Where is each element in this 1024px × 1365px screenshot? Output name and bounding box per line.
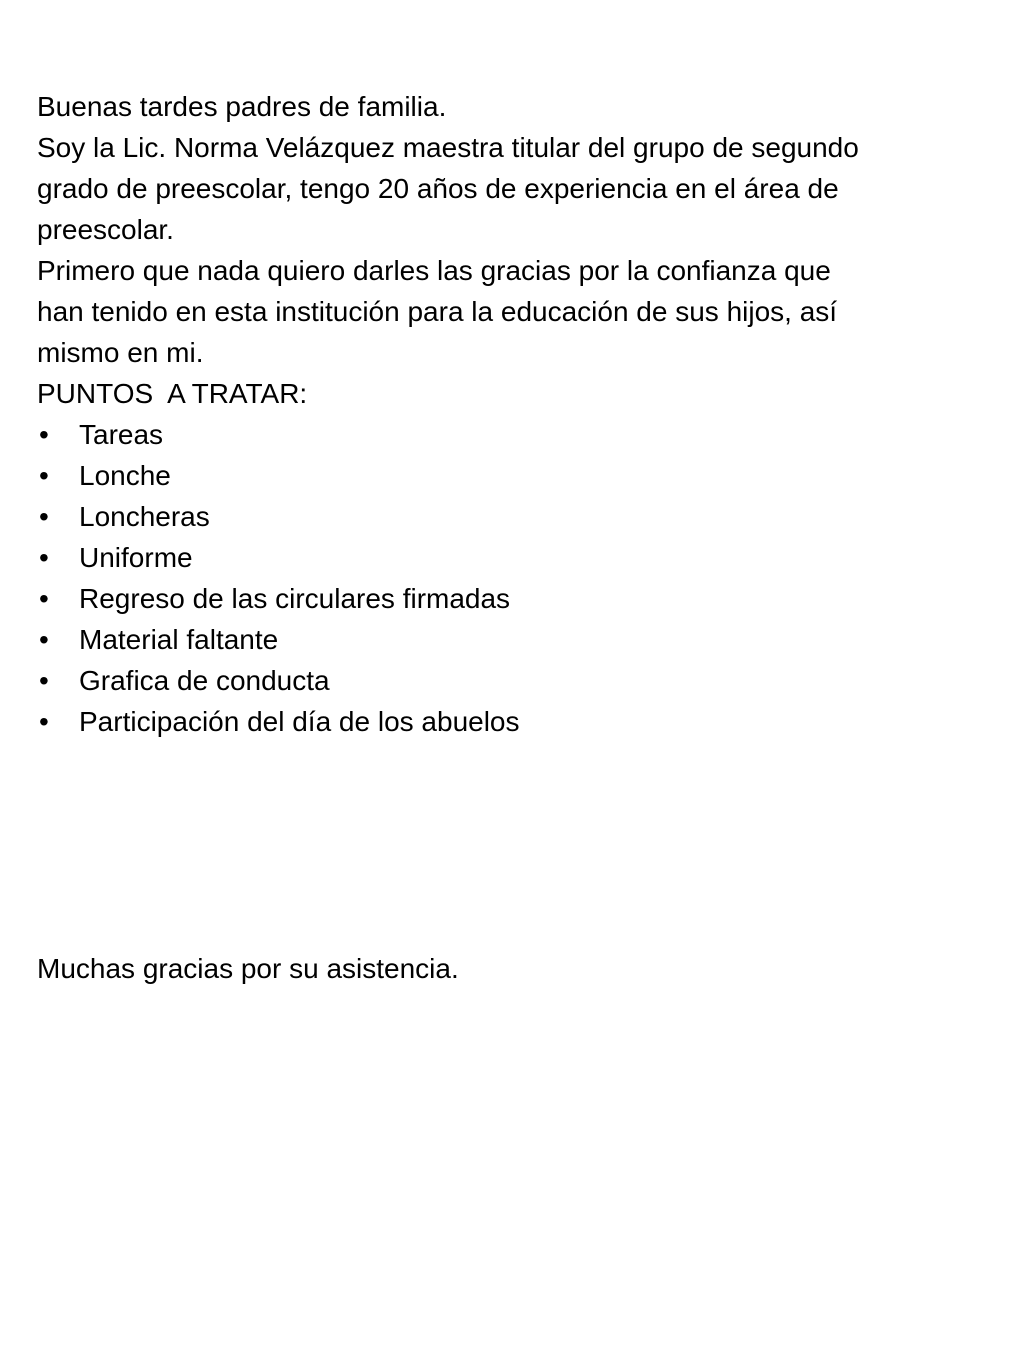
list-item-label: Material faltante bbox=[79, 624, 279, 655]
list-item-label: Grafica de conducta bbox=[79, 665, 330, 696]
bullet-icon: • bbox=[39, 706, 49, 737]
intro-line-2: grado de preescolar, tengo 20 años de experiencia en el área de bbox=[37, 173, 839, 204]
list-item-label: Regreso de las circulares firmadas bbox=[79, 583, 511, 614]
thanks-line-3: mismo en mi. bbox=[37, 337, 204, 368]
list-item bbox=[37, 455, 967, 496]
list-item bbox=[37, 578, 967, 619]
bullet-icon: • bbox=[39, 542, 49, 573]
bullet-icon: • bbox=[39, 624, 49, 655]
bullet-icon: • bbox=[39, 583, 49, 614]
thanks-line-2: han tenido en esta institución para la educación de sus hijos, así bbox=[37, 296, 838, 327]
bullet-icon: • bbox=[39, 665, 49, 696]
agenda-list bbox=[37, 414, 967, 742]
closing-line: Muchas gracias por su asistencia. bbox=[37, 953, 459, 984]
intro-line-1: Soy la Lic. Norma Velázquez maestra titular del grupo de segundo bbox=[37, 132, 859, 163]
list-item bbox=[37, 619, 967, 660]
bullet-icon: • bbox=[39, 460, 49, 491]
list-item bbox=[37, 660, 967, 701]
list-item-label: Uniforme bbox=[79, 542, 193, 573]
intro-line-3: preescolar. bbox=[37, 214, 174, 245]
thanks-line-1: Primero que nada quiero darles las gracias por la confianza que bbox=[37, 255, 831, 286]
list-item bbox=[37, 496, 967, 537]
list-item bbox=[37, 701, 967, 742]
list-item-label: Lonche bbox=[79, 460, 171, 491]
greeting-line: Buenas tardes padres de familia. bbox=[37, 91, 447, 122]
agenda-heading: PUNTOS A TRATAR: bbox=[37, 378, 308, 409]
list-item bbox=[37, 537, 967, 578]
list-item bbox=[37, 414, 967, 455]
list-item-label: Loncheras bbox=[79, 501, 210, 532]
bullet-icon: • bbox=[39, 419, 49, 450]
letter-body bbox=[37, 86, 967, 742]
list-item-label: Participación del día de los abuelos bbox=[79, 706, 520, 737]
list-item-label: Tareas bbox=[79, 419, 164, 450]
bullet-icon: • bbox=[39, 501, 49, 532]
